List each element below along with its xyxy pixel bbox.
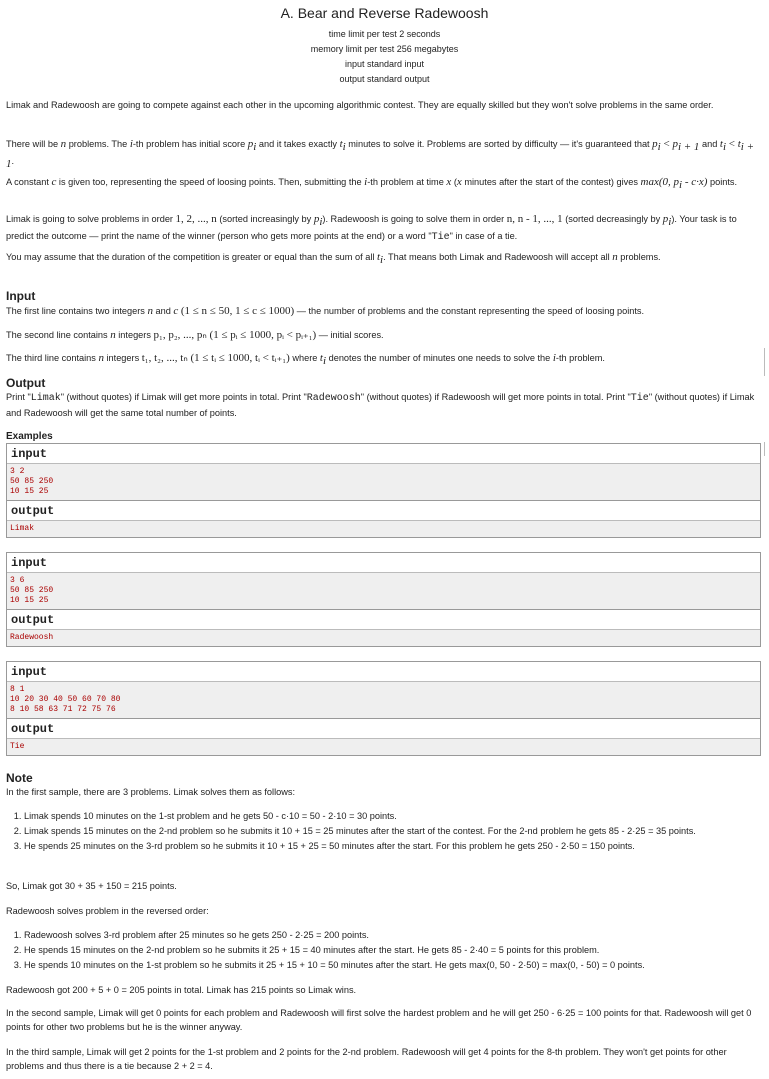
scroll-edge-mark xyxy=(764,442,768,456)
note-section-title: Note xyxy=(6,771,33,785)
input-line-2: The second line contains n integers p₁, p₂, ..., pₙ (1 ≤ pᵢ ≤ 1000, pᵢ < pᵢ₊₁) — initial scores. xyxy=(6,329,384,341)
example-input-header: input xyxy=(7,553,760,573)
example-input-header: input xyxy=(7,444,760,464)
time-limit: time limit per test 2 seconds xyxy=(328,29,441,39)
example-input-body[interactable]: 8 1 10 20 30 40 50 60 70 80 8 10 58 63 71 72 75 76 xyxy=(7,682,760,719)
limak-total: So, Limak got 30 + 35 + 150 = 215 points. xyxy=(6,881,177,891)
input-spec: input standard input xyxy=(344,59,425,69)
third-sample-note: In the third sample, Limak will get 2 points for the 1-st problem and 2 points for the 2-nd problem. Radewoosh will get 4 points for the 8-th problem. They won't get points for other problems and thus there is a tie because 2 + 2 = 4. xyxy=(6,1047,727,1071)
statement-paragraph-3: A constant c is given too, representing the speed of loosing points. Then, submitting the i-th problem at time x (x minutes after the start of the contest) gives max(0, $p_i - c\cdot x$) points. xyxy=(6,176,738,191)
memory-limit: memory limit per test 256 megabytes xyxy=(310,44,459,54)
radewoosh-intro: Radewoosh solves problem in the reversed order: xyxy=(6,906,209,916)
second-sample-note: In the second sample, Limak will get 0 points for each problem and Radewoosh will first solve the hardest problem and he will get 250 - 6·25 = 100 points for that. Radewoosh will get 0 points for other two problems but he is the winner anyway. xyxy=(6,1008,752,1032)
example-3 xyxy=(6,661,761,756)
limak-steps-list xyxy=(0,809,764,854)
output-section-title: Output xyxy=(6,376,46,390)
note-intro: In the first sample, there are 3 problems. Limak solves them as follows: xyxy=(6,787,296,797)
statement-paragraph-5: You may assume that the duration of the competition is greater or equal than the sum of all $t_i$. That means both Limak and Radewoosh will accept all n problems. xyxy=(6,251,661,266)
example-output-body[interactable]: Radewoosh xyxy=(7,630,760,646)
example-output-header: output xyxy=(7,719,760,739)
example-output-header: output xyxy=(7,610,760,630)
problem-title: A. Bear and Reverse Radewoosh xyxy=(280,5,489,21)
example-output-header: output xyxy=(7,501,760,521)
example-input-body[interactable]: 3 2 50 85 250 10 15 25 xyxy=(7,464,760,501)
statement-paragraph-2: There will be n problems. The i-th problem has initial score $p_i$ and it takes exactly $t_i$ minutes to solve it. Problems are sorted by difficulty — it's guaranteed that $p_i < p_{i + 1}$ and $t_i < t_{i + 1}$. xyxy=(6,138,755,170)
list-item: 1. Radewoosh solves 3-rd problem after 25 minutes so he gets 250 - 2·25 = 200 points. xyxy=(24,928,764,943)
example-2 xyxy=(6,552,761,647)
input-line-3: The third line contains n integers t₁, t₂, ..., tₙ (1 ≤ tᵢ ≤ 1000, tᵢ < tᵢ₊₁) where $t_i$ denotes the number of minutes one needs to solve the i-th problem. xyxy=(6,352,605,367)
list-item: 3. He spends 25 minutes on the 3-rd problem so he submits it 10 + 15 + 25 = 50 minutes after the start. For this problem he gets 250 - 2·50 = 150 points. xyxy=(24,839,764,854)
list-item: 2. Limak spends 15 minutes on the 2-nd problem so he submits it 10 + 15 = 25 minutes after the start of the contest. For the 2-nd problem he gets 85 - 2·25 = 35 points. xyxy=(24,824,764,839)
input-line-1: The first line contains two integers n and c (1 ≤ n ≤ 50, 1 ≤ c ≤ 1000) — the number of problems and the constant representing the speed of loosing points. xyxy=(6,305,645,317)
example-output-body[interactable]: Tie xyxy=(7,739,760,755)
example-1 xyxy=(6,443,761,538)
list-item: 2. He spends 15 minutes on the 2-nd problem so he submits it 25 + 15 = 40 minutes after the start. He gets 85 - 2·40 = 5 points for this problem. xyxy=(24,943,764,958)
problem-header xyxy=(0,5,769,87)
example-input-body[interactable]: 3 6 50 85 250 10 15 25 xyxy=(7,573,760,610)
input-section-title: Input xyxy=(6,289,36,303)
example-output-body[interactable]: Limak xyxy=(7,521,760,537)
list-item: 1. Limak spends 10 minutes on the 1-st problem and he gets 50 - c·10 = 50 - 2·10 = 30 points. xyxy=(24,809,764,824)
output-description: Print "Limak" (without quotes) if Limak will get more points in total. Print "Radewoosh" (without quotes) if Radewoosh will get more points in total. Print "Tie" (without quotes) if Limak and Radewoosh will get the same total number of points. xyxy=(6,392,755,418)
scroll-edge-mark xyxy=(764,348,768,376)
examples-label: Examples xyxy=(6,431,53,442)
example-input-header: input xyxy=(7,662,760,682)
statement-paragraph-4: Limak is going to solve problems in order 1, 2, ..., n (sorted increasingly by $p_i$). Radewoosh is going to solve them in order n, n - 1, ..., 1 (sorted decreasingly by $p_i$). Your task is to predict the outcome — print the name of the winner (person who gets more points at the end) or a word "Tie" in case of a tie. xyxy=(6,213,737,243)
statement-paragraph-1: Limak and Radewoosh are going to compete against each other in the upcoming algorithmic contest. They are equally skilled but they won't solve problems in the same order. xyxy=(6,100,714,110)
list-item: 3. He spends 10 minutes on the 1-st problem so he submits it 25 + 15 + 10 = 50 minutes after the start. He gets max(0, 50 - 2·50) = max(0, - 50) = 0 points. xyxy=(24,958,764,973)
radewoosh-total: Radewoosh got 200 + 5 + 0 = 205 points in total. Limak has 215 points so Limak wins. xyxy=(6,985,357,995)
output-spec: output standard output xyxy=(339,74,430,84)
radewoosh-steps-list xyxy=(0,928,764,973)
